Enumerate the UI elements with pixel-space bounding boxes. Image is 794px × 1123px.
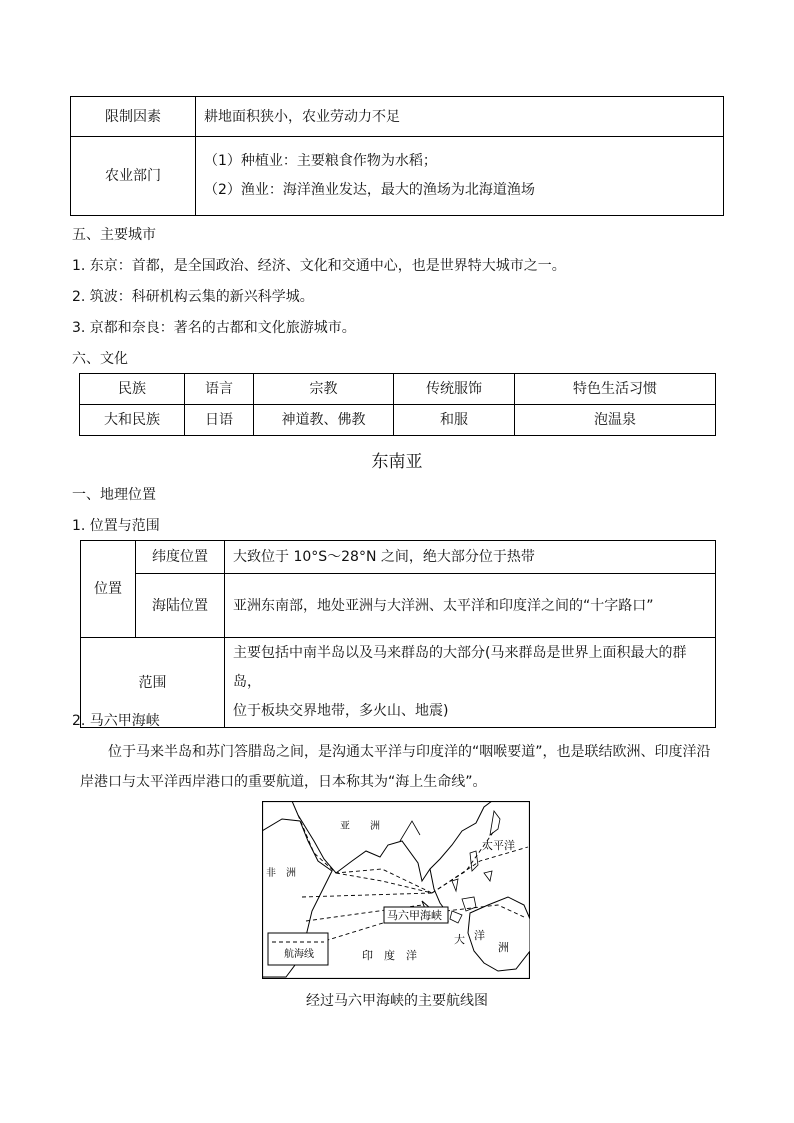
lat-value: 大致位于 10°S～28°N 之间，绝大部分位于热带 bbox=[225, 541, 716, 574]
oceania-label-2: 洋 bbox=[474, 929, 485, 942]
position-label: 位置 bbox=[81, 541, 136, 638]
sea-sub-2: 2. 马六甲海峡 bbox=[72, 713, 160, 729]
strait-paragraph: 位于马来半岛和苏门答腊岛之间，是沟通太平洋与印度洋的“咽喉要道”，也是联结欧洲、印度洋沿岸港口与太平洋西岸港口的重要航道，日本称其为“海上生命线”。 bbox=[80, 744, 711, 790]
range-label: 范围 bbox=[81, 638, 225, 728]
culture-cell: 日语 bbox=[185, 405, 254, 436]
sea-position-table bbox=[80, 540, 716, 728]
sealand-label: 海陆位置 bbox=[136, 574, 225, 638]
culture-cell: 和服 bbox=[394, 405, 515, 436]
culture-cell: 神道教、佛教 bbox=[254, 405, 394, 436]
culture-header: 语言 bbox=[185, 374, 254, 405]
sea-title: 东南亚 bbox=[371, 452, 423, 472]
sealand-value: 亚洲东南部，地处亚洲与大洋洲、太平洋和印度洋之间的“十字路口” bbox=[225, 574, 716, 638]
culture-cell: 大和民族 bbox=[80, 405, 185, 436]
section5-heading: 五、主要城市 bbox=[72, 227, 156, 243]
agri-line-1: （1）种植业：主要粮食作物为水稻； bbox=[204, 153, 437, 169]
shipping-route-map bbox=[262, 801, 530, 979]
section6-heading: 六、文化 bbox=[72, 351, 128, 367]
africa-label: 非 洲 bbox=[266, 868, 296, 879]
sea-sub-1: 1. 位置与范围 bbox=[72, 518, 160, 534]
culture-cell: 泡温泉 bbox=[515, 405, 716, 436]
range-line-1: 主要包括中南半岛以及马来群岛的大部分(马来群岛是世界上面积最大的群岛， bbox=[233, 645, 687, 690]
city-item-3: 3. 京都和奈良：著名的古都和文化旅游城市。 bbox=[72, 320, 356, 336]
legend-label: 航海线 bbox=[284, 949, 314, 960]
city-item-2: 2. 筑波：科研机构云集的新兴科学城。 bbox=[72, 289, 314, 305]
sea-heading-1: 一、地理位置 bbox=[72, 487, 156, 503]
map-caption: 经过马六甲海峡的主要航线图 bbox=[306, 993, 488, 1009]
oceania-label-3: 洲 bbox=[498, 941, 509, 954]
strait-label: 马六甲海峡 bbox=[387, 909, 442, 922]
city-item-1: 1. 东京：首都，是全国政治、经济、文化和交通中心，也是世界特大城市之一。 bbox=[72, 258, 566, 274]
limit-label: 限制因素 bbox=[71, 97, 196, 137]
culture-header: 传统服饰 bbox=[394, 374, 515, 405]
oceania-label-1: 大 bbox=[454, 933, 465, 946]
culture-header: 民族 bbox=[80, 374, 185, 405]
culture-header: 宗教 bbox=[254, 374, 394, 405]
agri-line-2: （2）渔业：海洋渔业发达，最大的渔场为北海道渔场 bbox=[204, 182, 535, 198]
agri-label: 农业部门 bbox=[71, 137, 196, 216]
pacific-label: 太平洋 bbox=[482, 839, 515, 852]
agriculture-table bbox=[70, 96, 724, 216]
range-line-2: 位于板块交界地带，多火山、地震) bbox=[233, 703, 449, 719]
limit-value: 耕地面积狭小，农业劳动力不足 bbox=[196, 97, 724, 137]
culture-table bbox=[79, 373, 716, 436]
asia-label: 亚 洲 bbox=[340, 821, 380, 832]
culture-header: 特色生活习惯 bbox=[515, 374, 716, 405]
lat-label: 纬度位置 bbox=[136, 541, 225, 574]
indian-ocean-label: 印 度 洋 bbox=[362, 949, 417, 962]
